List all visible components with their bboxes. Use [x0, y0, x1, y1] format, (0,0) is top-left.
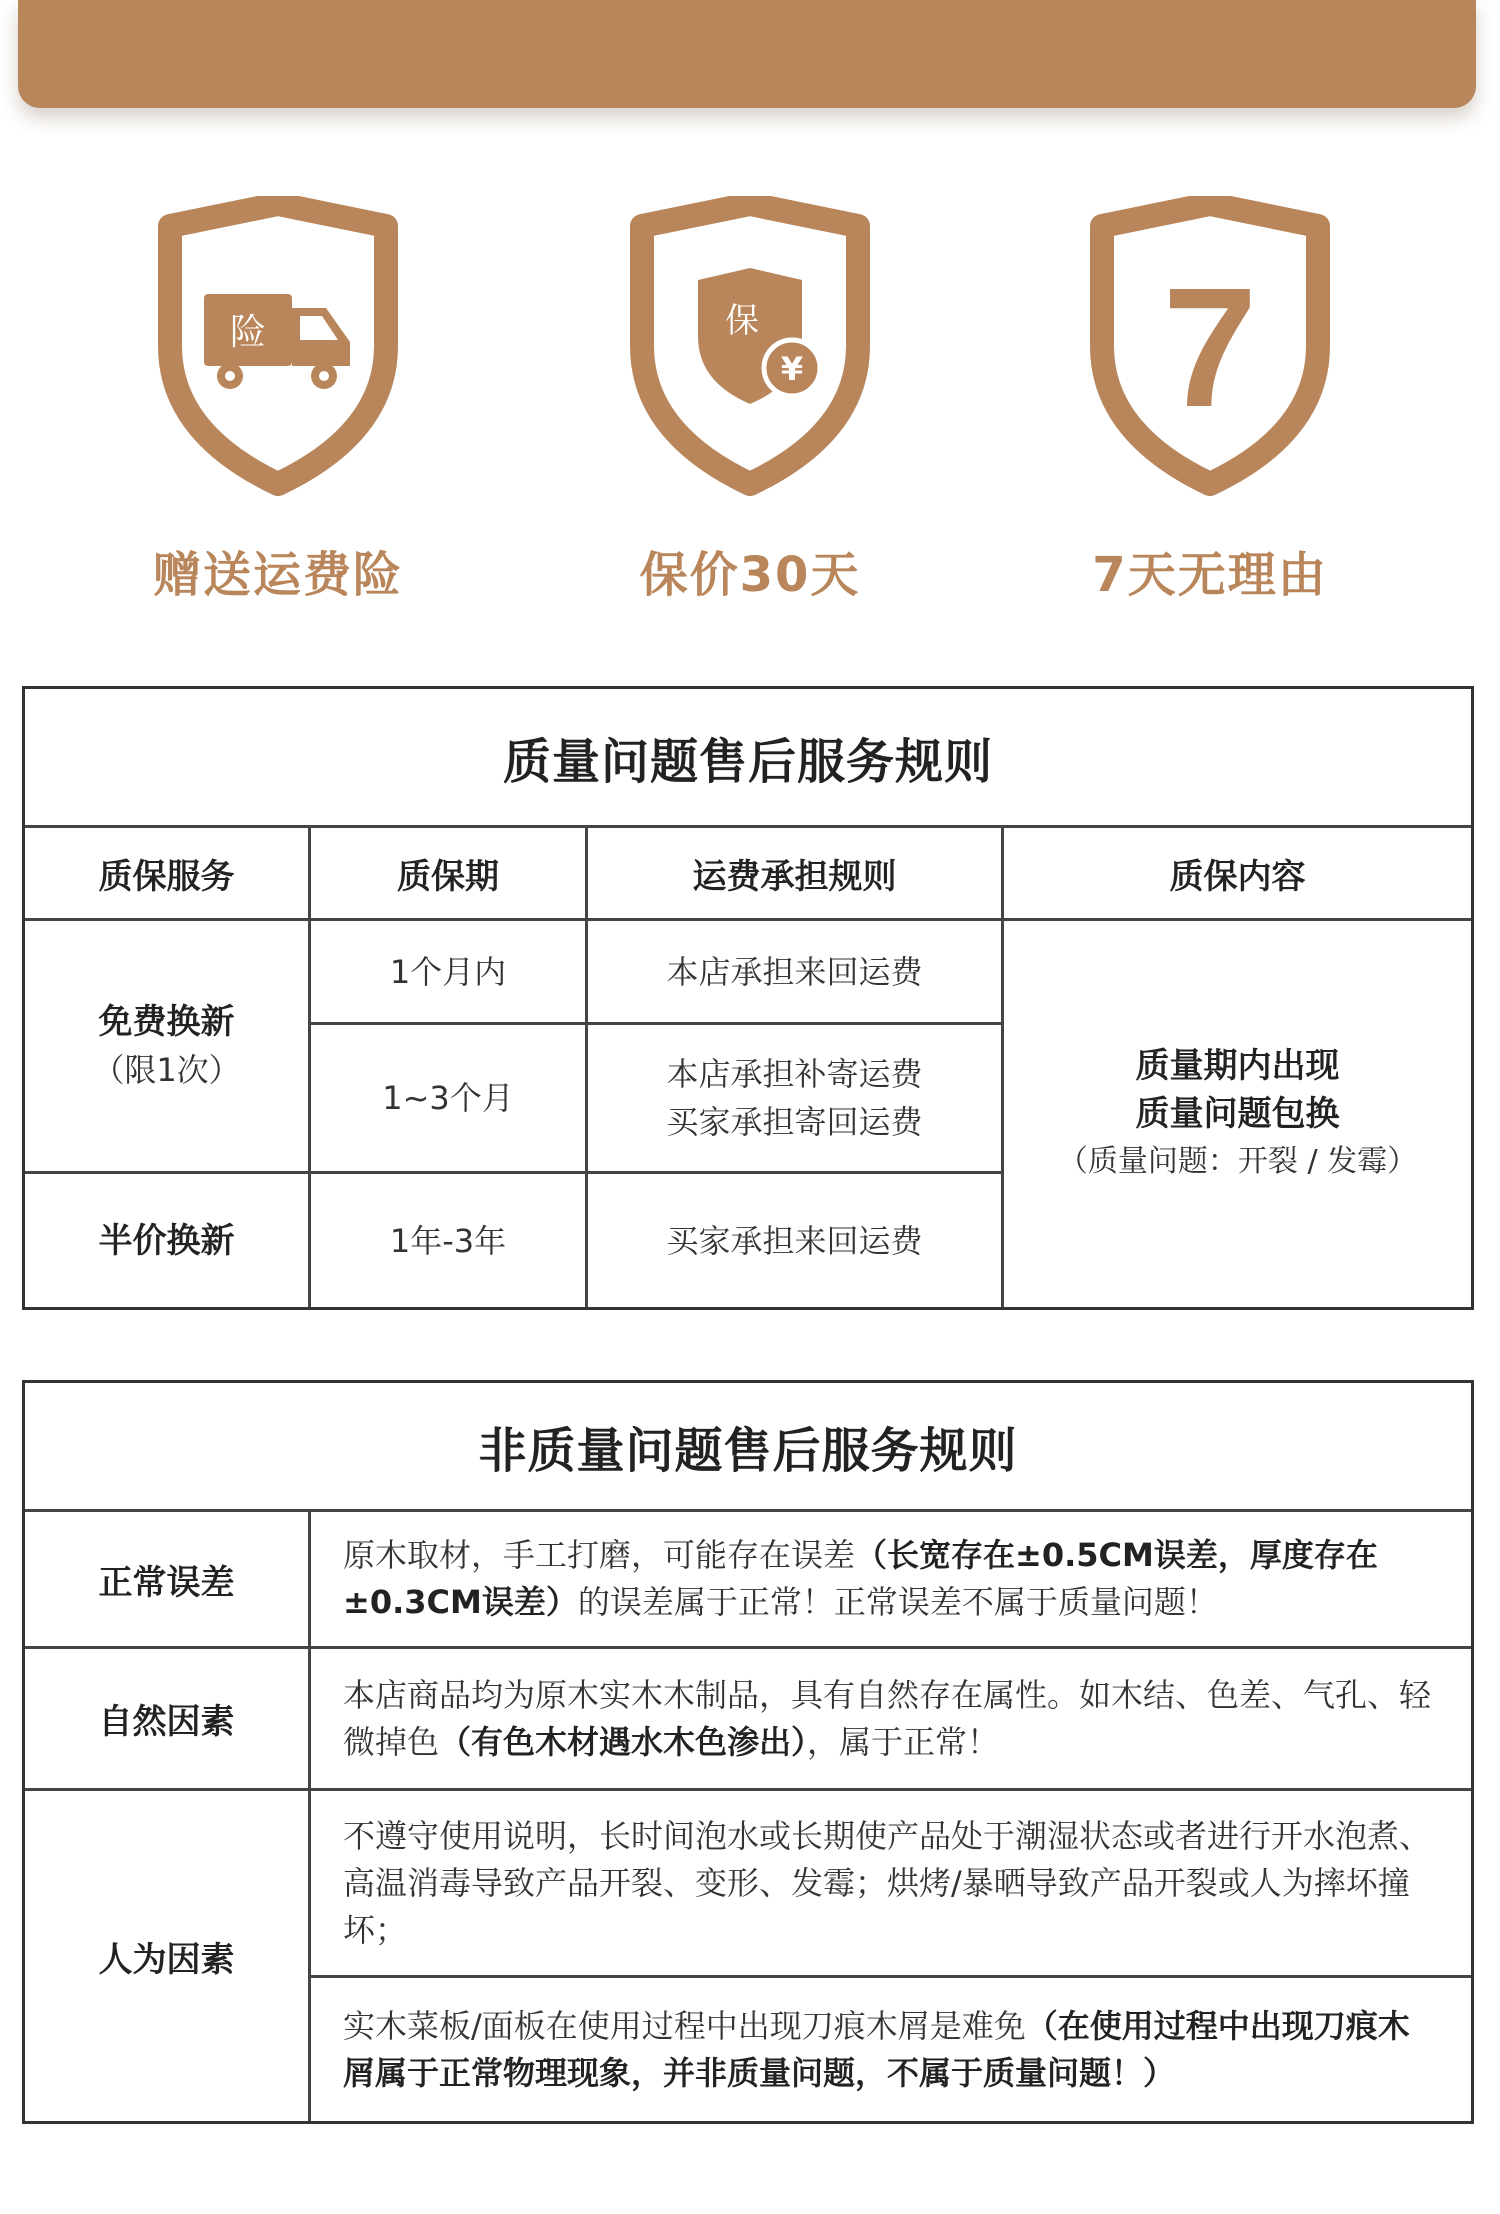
row-text-natural	[311, 1649, 1471, 1788]
free-replace-label: 免费换新	[98, 1002, 235, 1042]
badge-price-protection	[580, 196, 920, 616]
text-bold: （长宽存在±0.5CM误差，厚度存在±0.3CM误差）	[343, 1536, 1378, 1621]
content-note: （质量问题：开裂 / 发霉）	[1057, 1144, 1418, 1179]
row-label-human: 人为因素	[98, 1939, 235, 1980]
nonquality-rules-table	[22, 1380, 1474, 2124]
shipping-2b: 买家承担寄回运费	[666, 1103, 923, 1141]
seven-days-shield-icon	[1090, 196, 1330, 496]
shipping-2a: 本店承担补寄运费	[666, 1055, 923, 1093]
quality-rules-table	[22, 686, 1474, 1310]
text-bold: （在使用过程中出现刀痕木屑属于正常物理现象，并非质量问题，不属于质量问题！）	[343, 2006, 1410, 2092]
free-replace-note: （限1次）	[92, 1051, 241, 1089]
header-period: 质保期	[397, 856, 499, 897]
content-cell	[1004, 921, 1471, 1307]
row-text-normal-error	[311, 1512, 1471, 1646]
text-bold: （有色木材遇水木色渗出）	[439, 1722, 808, 1761]
table-title: 质量问题售后服务规则	[502, 733, 993, 790]
period-1: 1个月内	[389, 952, 507, 991]
period-3: 1年-3年	[389, 1221, 507, 1260]
row-label-normal-error: 正常误差	[98, 1562, 235, 1603]
text-normal: 原木取材，手工打磨，可能存在误差	[343, 1536, 856, 1574]
shipping-3: 买家承担来回运费	[666, 1221, 923, 1260]
text-normal: 实木菜板/面板在使用过程中出现刀痕木屑是难免	[343, 2006, 1026, 2045]
badge-label: 保价30天	[639, 547, 861, 603]
text-normal: ，属于正常！	[807, 1722, 1000, 1761]
row-text-human	[311, 1791, 1471, 1975]
shipping-1: 本店承担来回运费	[666, 952, 923, 991]
text-normal: 的误差属于正常！正常误差不属于质量问题！	[577, 1583, 1218, 1621]
top-banner	[18, 0, 1476, 108]
content-line2: 质量问题包换	[1135, 1094, 1340, 1134]
header-content: 质保内容	[1169, 856, 1306, 897]
row-label-natural: 自然因素	[98, 1702, 235, 1742]
svg-text:保: 保	[725, 301, 759, 341]
header-service: 质保服务	[98, 856, 235, 897]
table-title: 非质量问题售后服务规则	[478, 1422, 1018, 1479]
row-text-knife-marks	[311, 1978, 1471, 2121]
svg-text:7: 7	[1162, 253, 1258, 443]
header-shipping: 运费承担规则	[692, 856, 897, 897]
half-replace-label: 半价换新	[98, 1220, 235, 1261]
service-badges	[0, 196, 1500, 616]
price-protect-shield-icon	[630, 196, 870, 496]
svg-text:险: 险	[229, 312, 267, 353]
text-normal: 本店商品均为原木实木木制品，具有自然存在属性。如木结、色差、气孔、轻微掉色	[343, 1675, 1432, 1761]
shipping-truck-shield-icon	[158, 196, 398, 496]
shipping-2	[588, 1025, 1001, 1171]
svg-text:¥: ¥	[780, 350, 804, 388]
content-line1: 质量期内出现	[1135, 1046, 1340, 1086]
badge-label: 赠送运费险	[152, 547, 403, 603]
badge-seven-day-return	[1040, 196, 1380, 616]
badge-shipping-insurance	[108, 196, 448, 616]
period-2: 1~3个月	[382, 1079, 514, 1117]
text-normal: 不遵守使用说明，长时间泡水或长期使产品处于潮湿状态或者进行开水泡煮、高温消毒导致产品开裂、变形、发霉；烘烤/暴晒导致产品开裂或人为摔坏撞坏；	[343, 1816, 1432, 1949]
free-replace-cell	[25, 921, 308, 1171]
badge-label: 7天无理由	[1092, 547, 1328, 603]
